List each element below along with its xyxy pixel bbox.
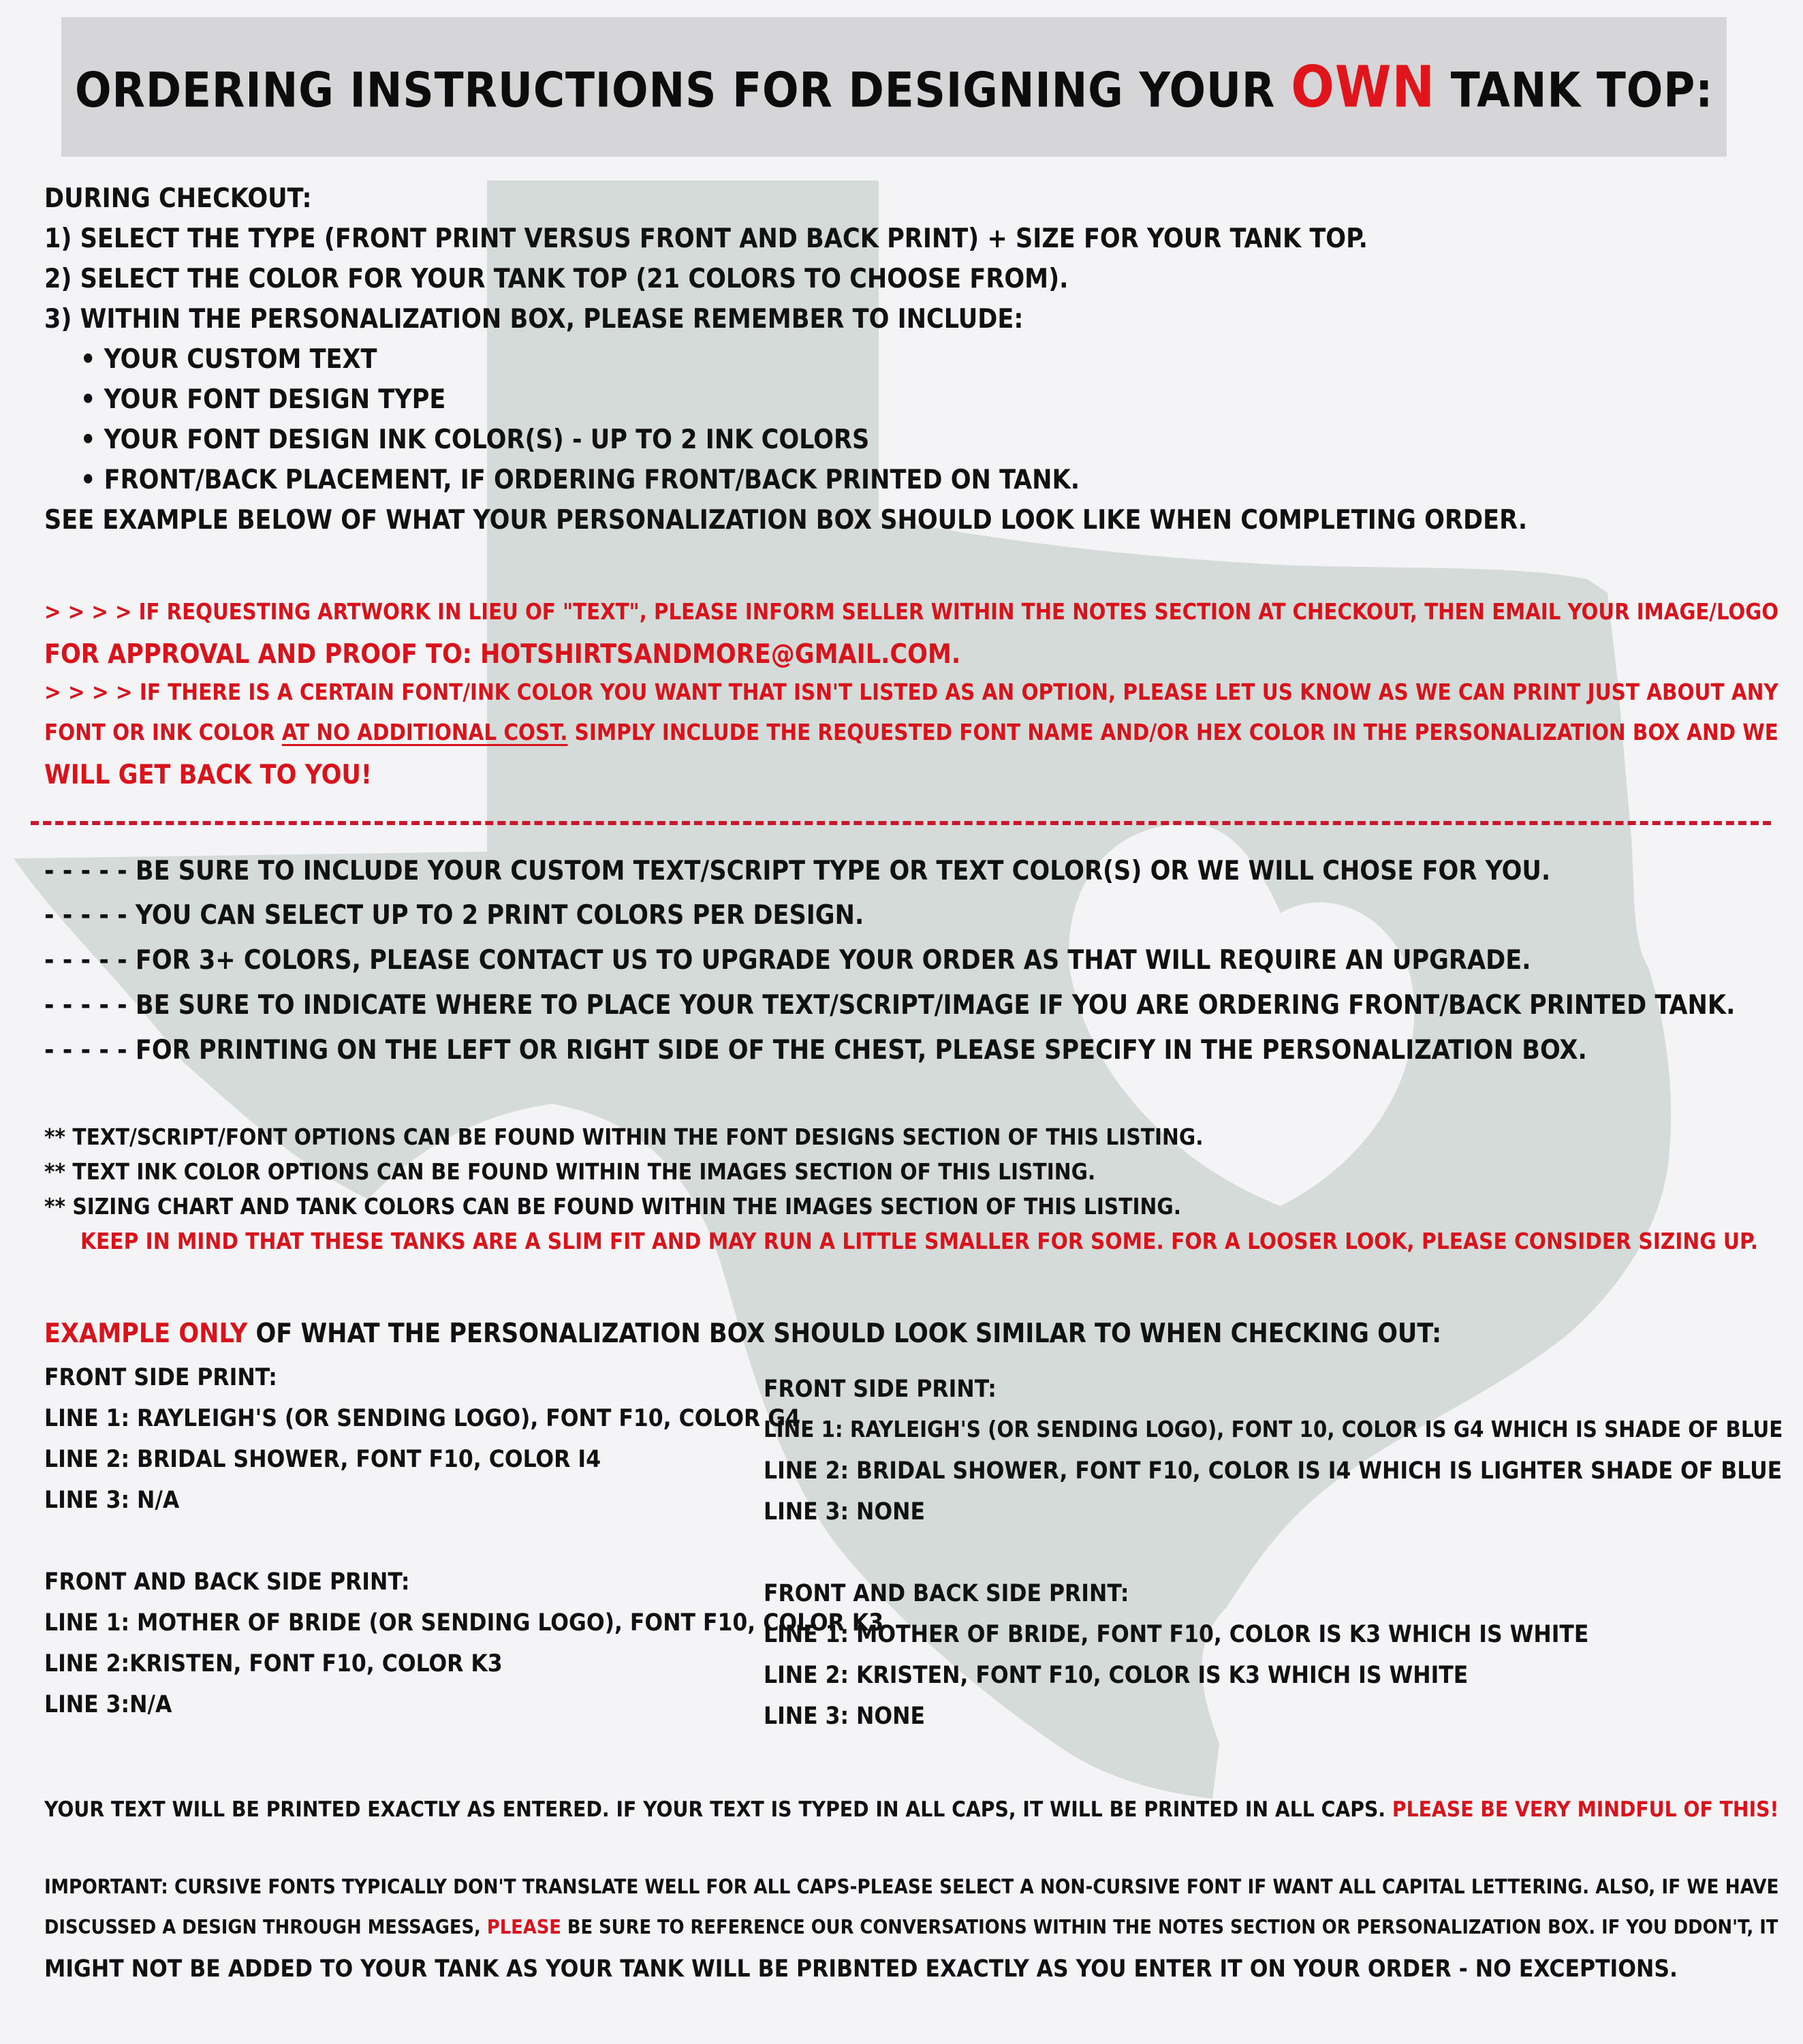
left-front-line-1: LINE 1: RAYLEIGH'S (OR SENDING LOGO), FONT F10, COLOR G4	[44, 1405, 800, 1432]
font-notice-text-a: FONT OR INK COLOR	[44, 719, 282, 745]
bullet-placement: • FRONT/BACK PLACEMENT, IF ORDERING FRONT/BACK PRINTED ON TANK.	[80, 465, 1080, 495]
right-front-line-3: LINE 3: NONE	[764, 1498, 926, 1526]
bullet-ink-color: • YOUR FONT DESIGN INK COLOR(S) - UP TO 2 INK COLORS	[80, 424, 870, 455]
checkout-step-2: 2) SELECT THE COLOR FOR YOUR TANK TOP (21 COLORS TO CHOOSE FROM).	[44, 264, 1069, 294]
example-only-label: EXAMPLE ONLY	[44, 1318, 248, 1349]
left-back-line-2: LINE 2:KRISTEN, FONT F10, COLOR K3	[44, 1650, 503, 1677]
font-notice-line-3: WILL GET BACK TO YOU!	[44, 760, 372, 790]
note-ink-options: ** TEXT INK COLOR OPTIONS CAN BE FOUND WITHIN THE IMAGES SECTION OF THIS LISTING.	[44, 1158, 1096, 1185]
title-prefix: ORDERING INSTRUCTIONS FOR DESIGNING YOUR	[74, 62, 1276, 118]
title-suffix: TANK TOP:	[1450, 62, 1714, 118]
left-back-line-1: LINE 1: MOTHER OF BRIDE (OR SENDING LOGO), FONT F10, COLOR K3	[44, 1609, 884, 1637]
left-back-heading: FRONT AND BACK SIDE PRINT:	[44, 1568, 410, 1596]
artwork-notice-line-2: FOR APPROVAL AND PROOF TO: HOTSHIRTSANDMORE@GMAIL.COM.	[44, 639, 961, 670]
right-back-line-1: LINE 1: MOTHER OF BRIDE, FONT F10, COLOR IS K3 WHICH IS WHITE	[764, 1621, 1589, 1648]
rule-three-colors: - - - - - FOR 3+ COLORS, PLEASE CONTACT US TO UPGRADE YOUR ORDER AS THAT WILL REQUIRE AN UPGRADE.	[44, 945, 1531, 976]
font-notice-line-2	[44, 719, 1778, 745]
exact-text-body: YOUR TEXT WILL BE PRINTED EXACTLY AS ENTERED. IF YOUR TEXT IS TYPED IN ALL CAPS, IT WILL BE PRINTED IN ALL CAPS.	[44, 1797, 1392, 1822]
right-front-line-2: LINE 2: BRIDAL SHOWER, FONT F10, COLOR IS I4 WHICH IS LIGHTER SHADE OF BLUE	[764, 1457, 1783, 1485]
fit-note: KEEP IN MIND THAT THESE TANKS ARE A SLIM FIT AND MAY RUN A LITTLE SMALLER FOR SOME. FOR A LOOSER LOOK, PLEASE CONSIDER SIZING UP.	[80, 1228, 1758, 1254]
example-heading	[44, 1320, 1441, 1347]
important-text-b: BE SURE TO REFERENCE OUR CONVERSATIONS WITHIN THE NOTES SECTION OR PERSONALIZATION BOX. IF YOU DDON'T, IT	[561, 1915, 1778, 1938]
rule-placement: - - - - - BE SURE TO INDICATE WHERE TO PLACE YOUR TEXT/SCRIPT/IMAGE IF YOU ARE ORDERING FRONT/BACK PRINTED TANK.	[44, 990, 1736, 1021]
font-notice-text-b: SIMPLY INCLUDE THE REQUESTED FONT NAME AND/OR HEX COLOR IN THE PERSONALIZATION BOX AND WE	[567, 719, 1778, 745]
right-front-line-1: LINE 1: RAYLEIGH'S (OR SENDING LOGO), FONT 10, COLOR IS G4 WHICH IS SHADE OF BLUE	[764, 1416, 1783, 1442]
important-text-a: DISCUSSED A DESIGN THROUGH MESSAGES,	[44, 1915, 487, 1938]
left-back-line-3: LINE 3:N/A	[44, 1691, 172, 1718]
important-line-2	[44, 1917, 1778, 1937]
bullet-custom-text: • YOUR CUSTOM TEXT	[80, 344, 377, 375]
rule-custom-text: - - - - - BE SURE TO INCLUDE YOUR CUSTOM TEXT/SCRIPT TYPE OR TEXT COLOR(S) OR WE WILL CHOSE FOR YOU.	[44, 856, 1551, 886]
right-front-heading: FRONT SIDE PRINT:	[764, 1376, 997, 1403]
right-back-line-2: LINE 2: KRISTEN, FONT F10, COLOR IS K3 WHICH IS WHITE	[764, 1662, 1469, 1689]
important-line-1: IMPORTANT: CURSIVE FONTS TYPICALLY DON'T TRANSLATE WELL FOR ALL CAPS-PLEASE SELECT A NON-CURSIVE FONT IF WANT ALL CAPITAL LETTERING. ALSO, IF WE HAVE	[44, 1875, 1779, 1898]
checkout-step-3: 3) WITHIN THE PERSONALIZATION BOX, PLEASE REMEMBER TO INCLUDE:	[44, 304, 1024, 335]
left-front-line-2: LINE 2: BRIDAL SHOWER, FONT F10, COLOR I4	[44, 1446, 601, 1473]
title-banner	[61, 17, 1727, 157]
exact-text-notice	[44, 1799, 1778, 1821]
note-sizing-chart: ** SIZING CHART AND TANK COLORS CAN BE FOUND WITHIN THE IMAGES SECTION OF THIS LISTING.	[44, 1193, 1182, 1220]
right-back-heading: FRONT AND BACK SIDE PRINT:	[764, 1580, 1129, 1607]
left-front-line-3: LINE 3: N/A	[44, 1487, 180, 1514]
rule-chest-side: - - - - - FOR PRINTING ON THE LEFT OR RIGHT SIDE OF THE CHEST, PLEASE SPECIFY IN THE PERSONALIZATION BOX.	[44, 1035, 1587, 1066]
no-additional-cost: AT NO ADDITIONAL COST.	[281, 719, 568, 745]
exact-text-warning: PLEASE BE VERY MINDFUL OF THIS!	[1392, 1797, 1779, 1822]
important-line-3: MIGHT NOT BE ADDED TO YOUR TANK AS YOUR TANK WILL BE PRIBNTED EXACTLY AS YOU ENTER IT ON YOUR ORDER - NO EXCEPTIONS.	[44, 1955, 1678, 1983]
font-notice-line-1: > > > > IF THERE IS A CERTAIN FONT/INK COLOR YOU WANT THAT ISN'T LISTED AS AN OPTION, PLEASE LET US KNOW AS WE CAN PRINT JUST ABOUT ANY	[44, 679, 1778, 705]
example-heading-rest: OF WHAT THE PERSONALIZATION BOX SHOULD LOOK SIMILAR TO WHEN CHECKING OUT:	[247, 1318, 1442, 1349]
important-please: PLEASE	[486, 1915, 561, 1938]
page-title	[75, 54, 1713, 121]
see-example-text: SEE EXAMPLE BELOW OF WHAT YOUR PERSONALIZATION BOX SHOULD LOOK LIKE WHEN COMPLETING ORDER.	[44, 505, 1528, 536]
right-back-line-3: LINE 3: NONE	[764, 1703, 926, 1730]
artwork-notice-line-1: > > > > IF REQUESTING ARTWORK IN LIEU OF "TEXT", PLEASE INFORM SELLER WITHIN THE NOTES SECTION AT CHECKOUT, THEN EMAIL YOUR IMAGE/LOGO	[44, 599, 1779, 625]
dashed-divider	[31, 821, 1771, 825]
checkout-step-1: 1) SELECT THE TYPE (FRONT PRINT VERSUS FRONT AND BACK PRINT) + SIZE FOR YOUR TANK TOP.	[44, 223, 1368, 254]
title-highlight: OWN	[1290, 53, 1435, 121]
bullet-font-type: • YOUR FONT DESIGN TYPE	[80, 384, 446, 415]
rule-print-colors: - - - - - YOU CAN SELECT UP TO 2 PRINT COLORS PER DESIGN.	[44, 900, 864, 931]
left-front-heading: FRONT SIDE PRINT:	[44, 1364, 277, 1391]
note-font-options: ** TEXT/SCRIPT/FONT OPTIONS CAN BE FOUND WITHIN THE FONT DESIGNS SECTION OF THIS LISTING.	[44, 1124, 1204, 1150]
checkout-heading: DURING CHECKOUT:	[44, 183, 312, 214]
